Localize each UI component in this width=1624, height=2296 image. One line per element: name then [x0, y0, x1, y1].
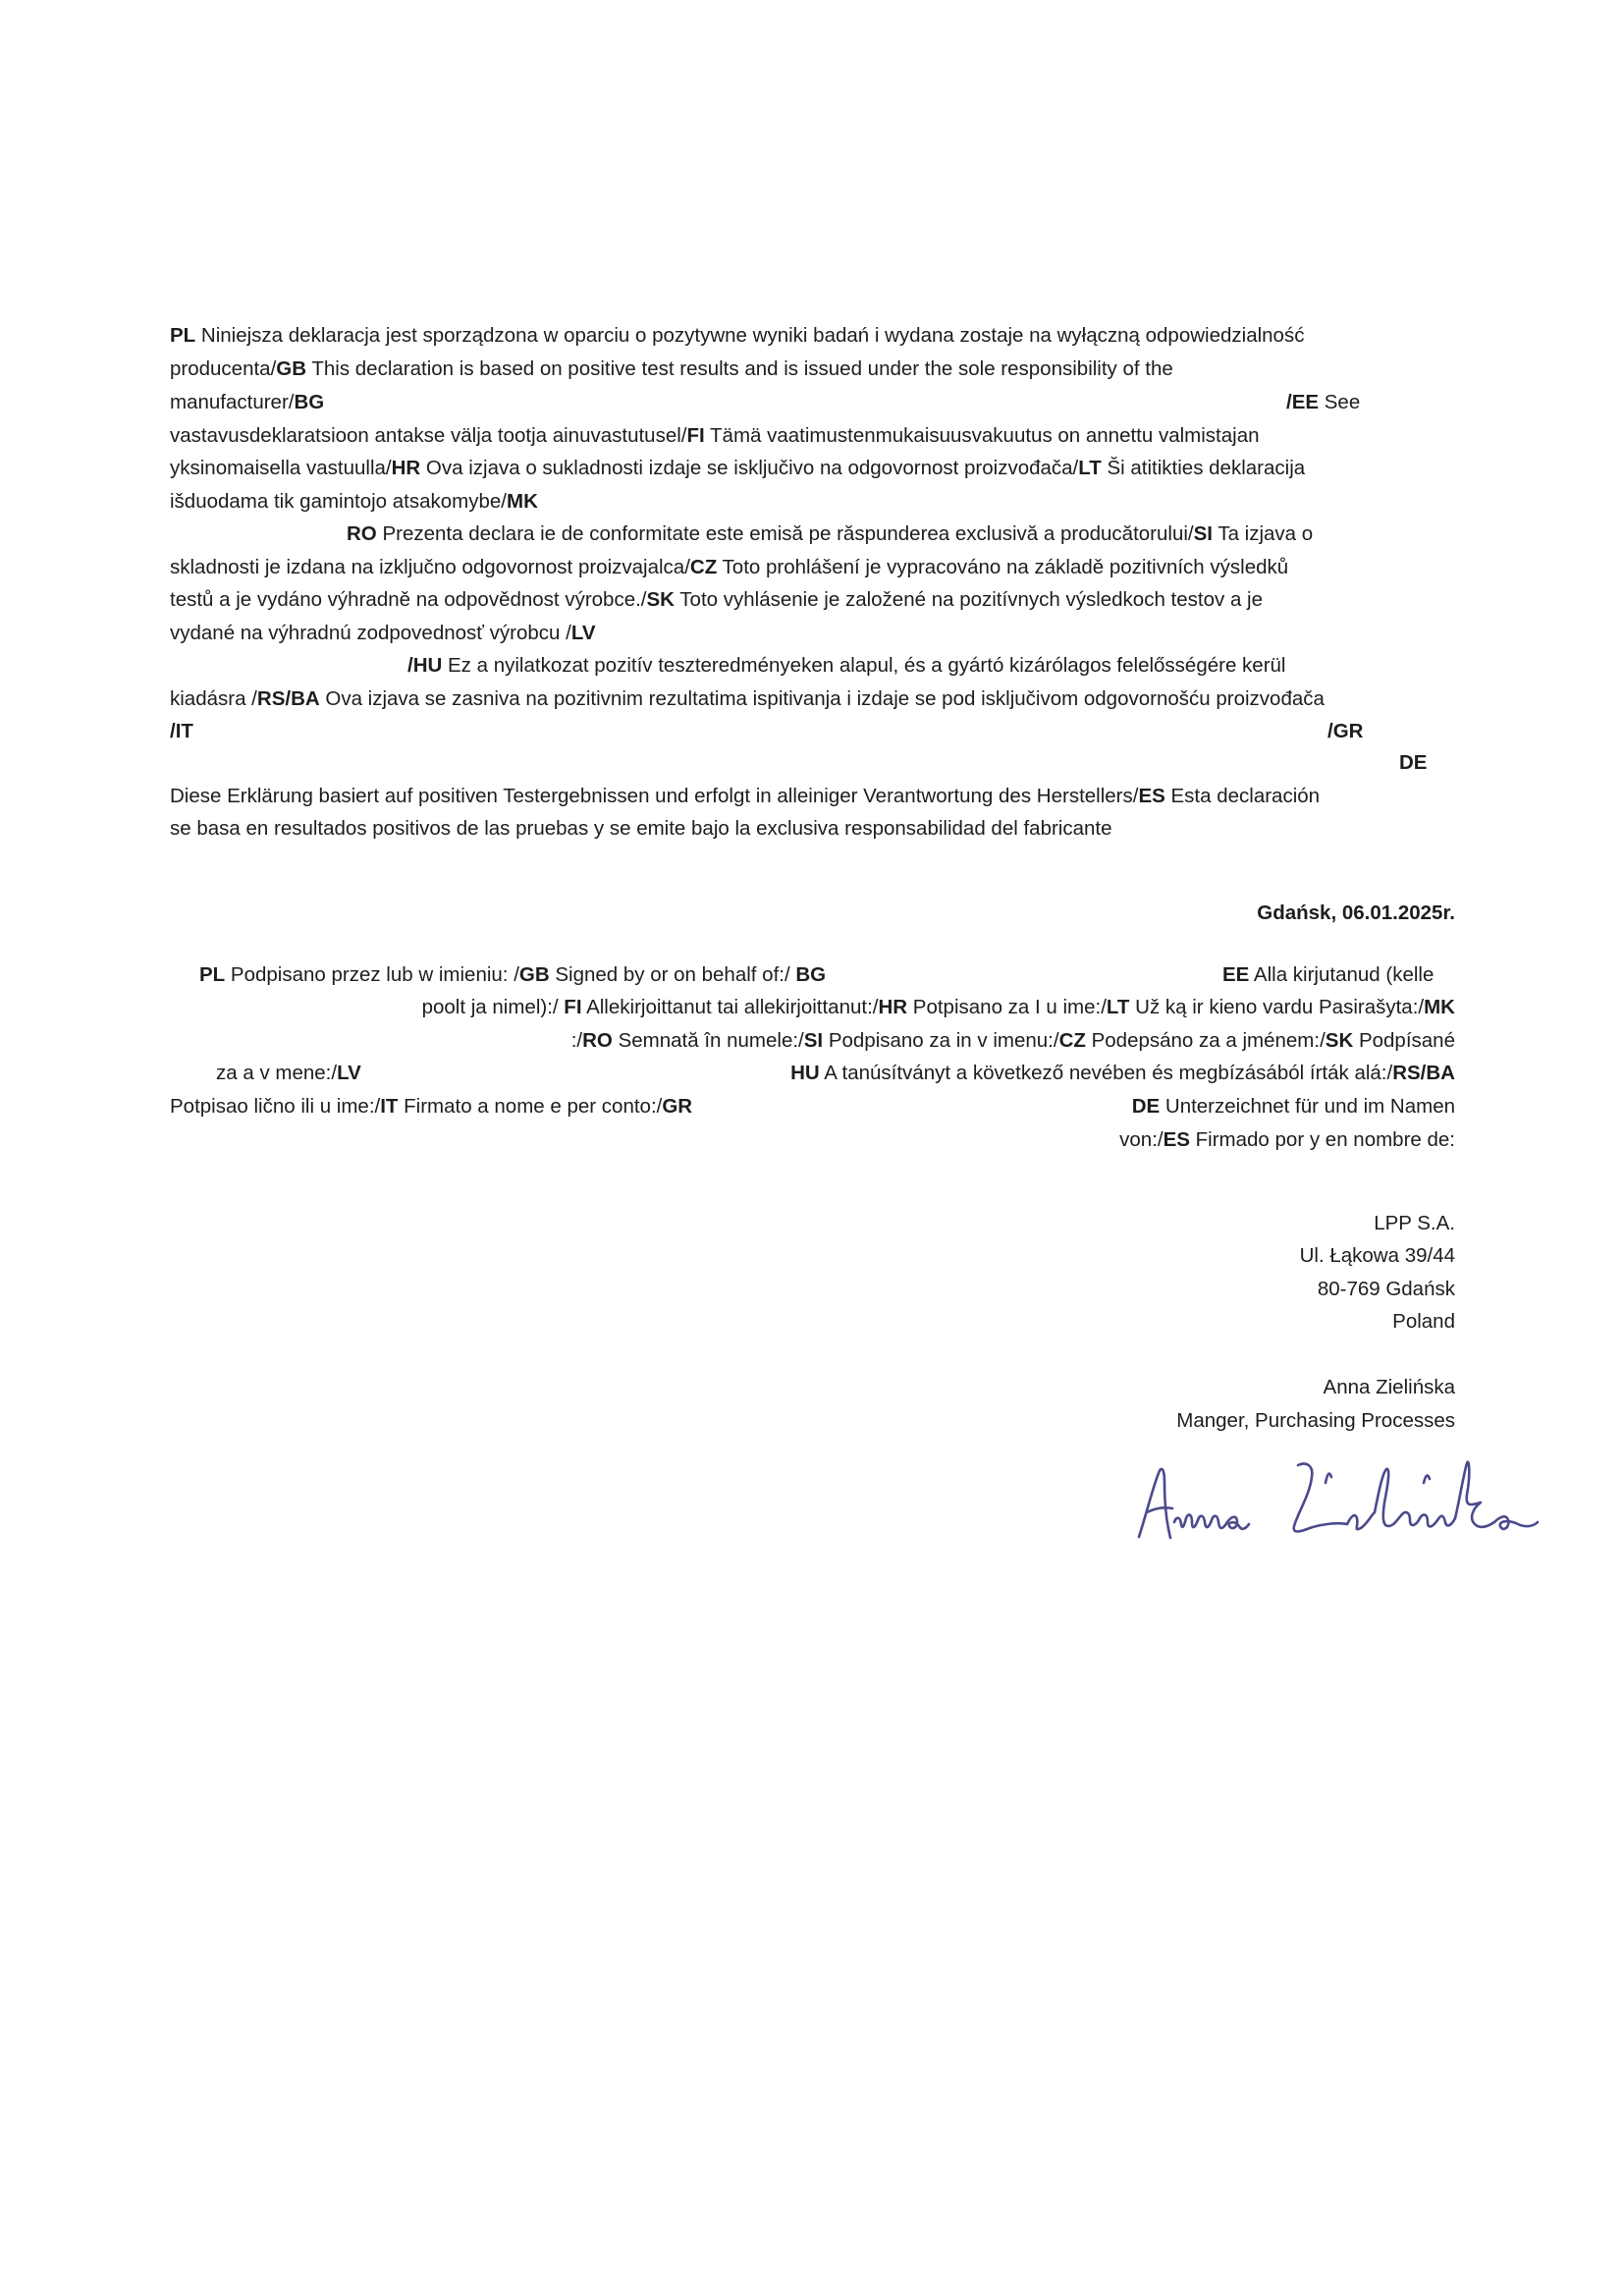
declaration-line: Diese Erklärung basiert auf positiven Testergebnissen und erfolgt in alleiniger Verantwortung des Herstellers/ES Esta declaración — [170, 785, 1321, 807]
signed-by-line: za a v mene:/LV — [216, 1062, 361, 1084]
place-date: Gdańsk, 06.01.2025r. — [1257, 902, 1455, 924]
declaration-line: kiadásra /RS/BA Ova izjava se zasniva na pozitivnim rezultatima ispitivanja i izdaje se pod isključivom odgovornošću proizvođača — [170, 687, 1325, 710]
signature-stroke — [1139, 1469, 1170, 1538]
signed-by-line: DE Unterzeichnet für und im Namen — [1131, 1095, 1455, 1118]
signature-stroke — [1494, 1516, 1538, 1529]
company-street: Ul. Łąkowa 39/44 — [1299, 1244, 1455, 1267]
declaration-line: /IT — [170, 720, 193, 742]
declaration-line: RO Prezenta declara ie de conformitate este emisă pe răspunderea exclusivă a producătorului/SI Ta izjava o — [347, 522, 1314, 545]
signature-stroke — [1455, 1462, 1494, 1527]
declaration-line: /EE See — [1286, 391, 1361, 413]
signature-stroke — [1227, 1517, 1249, 1529]
declaration-line: producenta/GB This declaration is based on positive test results and is issued under the sole responsibility of the — [170, 357, 1173, 380]
signature-stroke — [1147, 1507, 1172, 1512]
signature-stroke — [1174, 1515, 1198, 1528]
signature-stroke — [1198, 1516, 1227, 1528]
signature-stroke — [1375, 1469, 1402, 1526]
signed-by-line: :/RO Semnată în numele:/SI Podpisano za in v imenu:/CZ Podepsáno za a jménem:/SK Podpísané — [570, 1029, 1455, 1052]
declaration-line: /HU Ez a nyilatkozat pozitív teszteredményeken alapul, és a gyártó kizárólagos felelősségére kerül — [407, 654, 1286, 677]
declaration-line: se basa en resultados positivos de las pruebas y se emite bajo la exclusiva responsabilidad del fabricante — [170, 817, 1112, 840]
company-name: LPP S.A. — [1374, 1212, 1455, 1234]
signed-by-line: von:/ES Firmado por y en nombre de: — [1119, 1128, 1455, 1151]
signed-by-line: poolt ja nimel):/ FI Allekirjoittanut tai allekirjoittanut:/HR Potpisano za I u ime:/LT Už ką ir kieno vardu Pasirašyta:/MK — [421, 996, 1455, 1018]
declaration-line: skladnosti je izdana na izključno odgovornost proizvajalca/CZ Toto prohlášení je vypracováno na základě pozitivních výsledků — [170, 556, 1289, 578]
declaration-line: yksinomaisella vastuulla/HR Ova izjava o sukladnosti izdaje se isključivo na odgovornost proizvođača/LT Ši atitikties deklaracija — [170, 457, 1306, 479]
signature-stroke — [1424, 1476, 1430, 1483]
handwritten-signature — [1129, 1444, 1542, 1571]
signed-by-line: HU A tanúsítványt a következő nevében és megbízásából írták alá:/RS/BA — [790, 1062, 1455, 1084]
declaration-line: testů a je vydáno výhradně na odpovědnost výrobce./SK Toto vyhlásenie je založené na pozitívnych výsledkoch testov a je — [170, 588, 1263, 611]
declaration-line: /GR — [1327, 720, 1364, 742]
signatory-title: Manger, Purchasing Processes — [1176, 1409, 1455, 1432]
declaration-line: PL Niniejsza deklaracja jest sporządzona w oparciu o pozytywne wyniki badań i wydana zostaje na wyłączną odpowiedzialność — [170, 324, 1305, 347]
signature-stroke — [1420, 1515, 1455, 1527]
declaration-line: išduodama tik gamintojo atsakomybe/MK — [170, 490, 538, 513]
declaration-line: DE — [1399, 751, 1428, 774]
declaration-line: vydané na výhradnú zodpovednosť výrobcu /LV — [170, 622, 596, 644]
signature-stroke — [1326, 1474, 1331, 1483]
signed-by-line: Potpisao lično ili u ime:/IT Firmato a nome e per conto:/GR — [170, 1095, 693, 1118]
signature-stroke — [1294, 1464, 1347, 1532]
signed-by-line: PL Podpisano przez lub w imieniu: /GB Signed by or on behalf of:/ BG — [199, 963, 827, 986]
signatory-name: Anna Zielińska — [1323, 1376, 1455, 1398]
signed-by-line: EE Alla kirjutanud (kelle — [1222, 963, 1435, 986]
declaration-line: manufacturer/BG — [170, 391, 325, 413]
signature-stroke — [1347, 1512, 1375, 1529]
company-city: 80-769 Gdańsk — [1317, 1278, 1455, 1300]
declaration-line: vastavusdeklaratsioon antakse välja tootja ainuvastutusel/FI Tämä vaatimustenmukaisuusvakuutus on annettu valmistajan — [170, 424, 1260, 447]
company-country: Poland — [1392, 1310, 1455, 1333]
signature-stroke — [1402, 1512, 1420, 1525]
